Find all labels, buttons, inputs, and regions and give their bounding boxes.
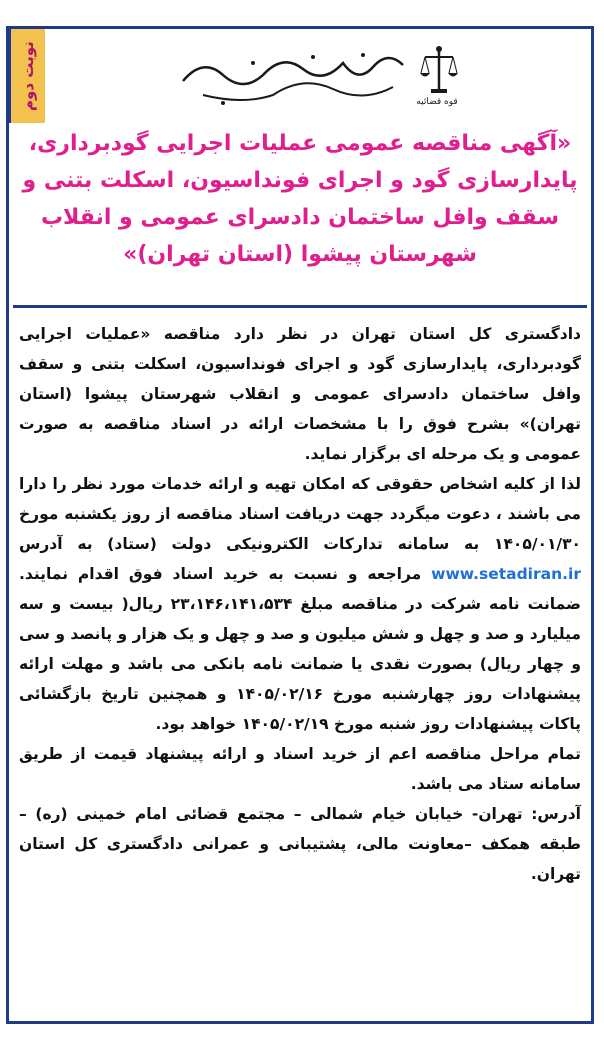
invitation-text-before-url: لذا از کلیه اشخاص حقوقی که امکان تهیه و ارائه خدمات مورد نظر را دارا می باشند ، دعوت میگردد جهت دریافت اسناد مناقصه از روز یکشنبه مورخ ۱۴۰۵/۰۱/۳۰ به سامانه تدارکات الکترونیکی دولت (ستاد) به آدرس <box>19 475 581 553</box>
body-paragraph-invitation <box>19 469 581 739</box>
judiciary-logo <box>159 37 459 115</box>
second-notice-badge: نوبت دوم <box>9 29 45 123</box>
notice-frame <box>6 26 594 1024</box>
title-divider <box>13 305 587 308</box>
calligraphy-logo <box>163 45 413 111</box>
notice-title: «آگهی مناقصه عمومی عملیات اجرایی گودبرداری، پایدارسازی گود و اجرای فونداسیون، اسکلت بتنی و سقف وافل ساختمان دادسرای عمومی و انقلاب شهرستان پیشوا (استان تهران)» <box>22 131 578 267</box>
emblem-caption: قوه قضائیه <box>416 97 458 107</box>
body-paragraph-address: آدرس: تهران- خیابان خیام شمالی – مجتمع قضائی امام خمینی (ره) –طبقه همکف –معاونت مالی، پشتیبانی و عمرانی دادگستری کل استان تهران. <box>19 805 581 883</box>
invitation-text-after-url: مراجعه و نسبت به خرید اسناد فوق اقدام نمایند. ضمانت نامه شرکت در مناقصه مبلغ ۲۳،۱۴۶،۱۴۱،۵۳۴ ریال( بیست و سه میلیارد و صد و چهل و شش میلیون و صد و چهل و یک هزار و پانصد و سی و چهار ریال) بصورت نقدی یا ضمانت نامه بانکی می باشد و مهلت ارائه پیشنهادات روز چهارشنبه مورخ ۱۴۰۵/۰۲/۱۶ و همچنین تاریخ بازگشائی پاکات پیشنهادات روز شنبه مورخ ۱۴۰۵/۰۲/۱۹ خواهد بود. <box>19 565 581 733</box>
body-paragraph-process: تمام مراحل مناقصه اعم از خرید اسناد و ارائه پیشنهاد قیمت از طریق سامانه ستاد می باشد. <box>19 745 581 793</box>
notice-header <box>9 29 591 123</box>
setad-website-link[interactable]: www.setadiran.ir <box>431 565 581 583</box>
notice-body <box>19 319 581 889</box>
body-paragraph-intro: دادگستری کل استان تهران در نظر دارد مناقصه «عملیات اجرایی گودبرداری، پایدارسازی گود و اجرای فونداسیون، اسکلت بتنی و سقف وافل ساختمان دادسرای عمومی و انقلاب شهرستان پیشوا (استان تهران)» بشرح فوق را با مشخصات ارائه در اسناد مناقصه به صورت عمومی و یک مرحله ای برگزار نماید. <box>19 325 581 463</box>
